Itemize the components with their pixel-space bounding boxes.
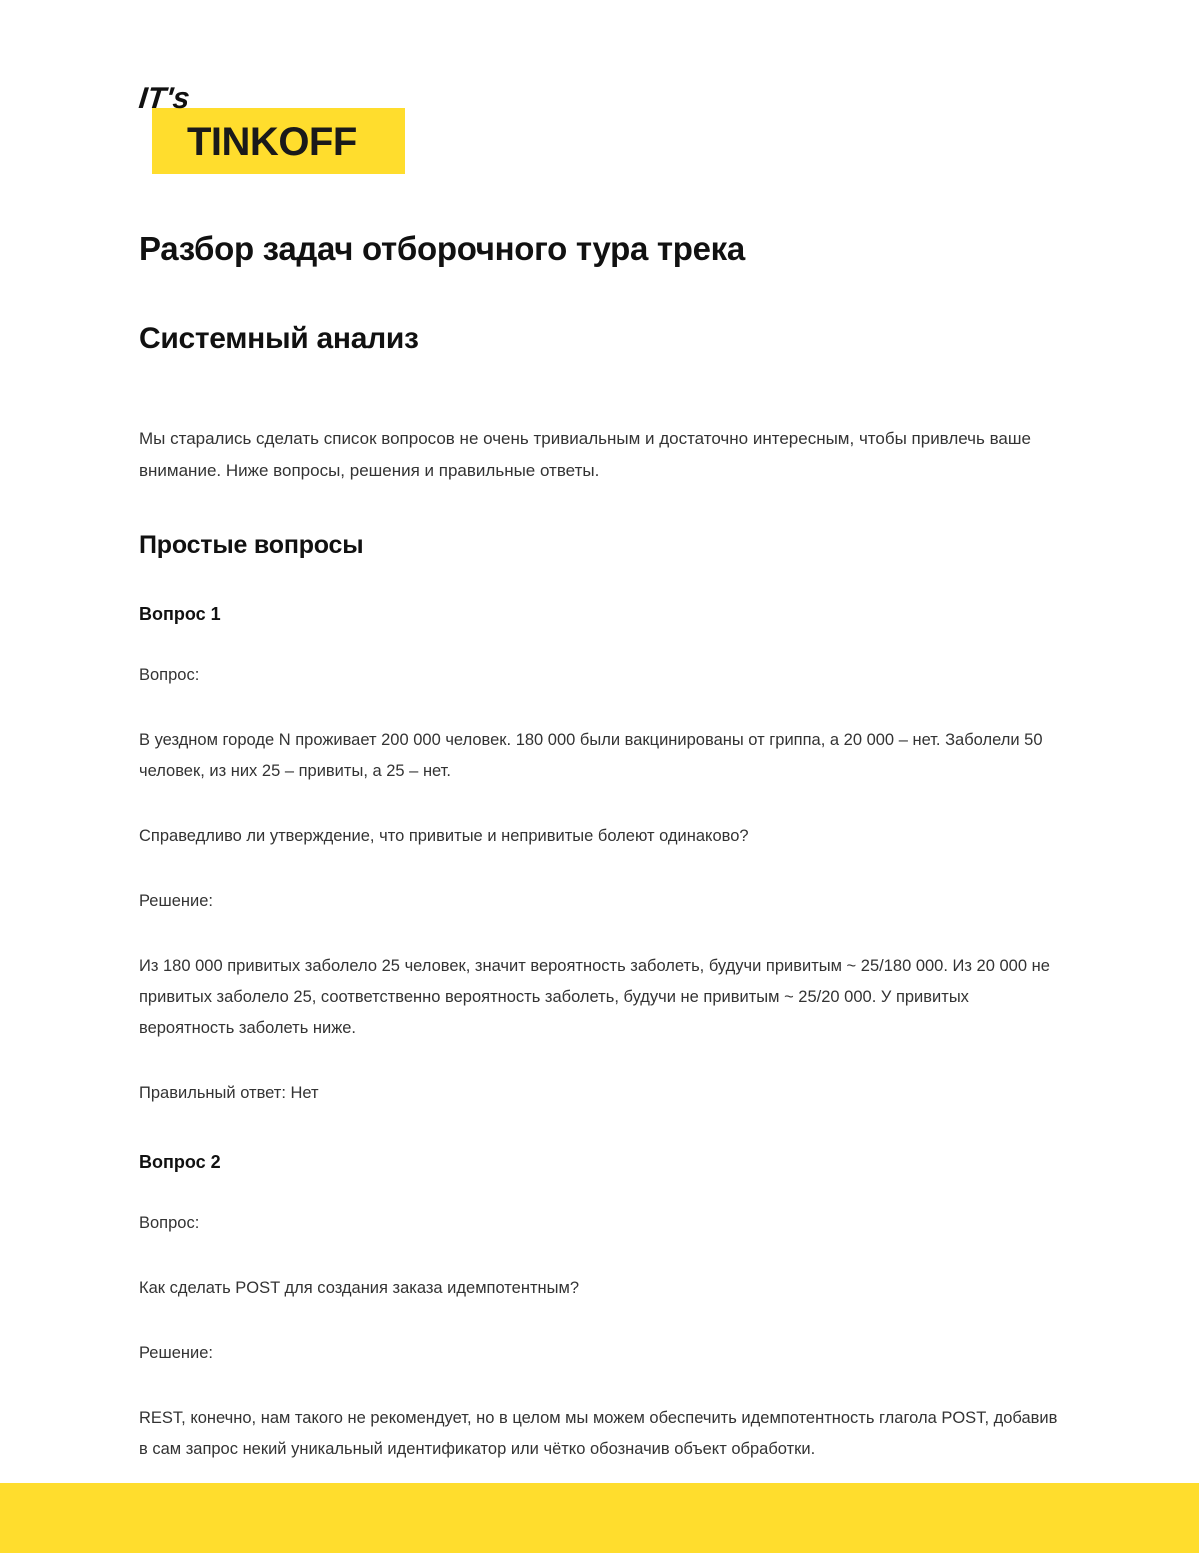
intro-paragraph: Мы старались сделать список вопросов не очень тривиальным и достаточно интересным, чтобы привлечь ваше внимание. Ниже вопросы, решения и правильные ответы. bbox=[139, 429, 1031, 480]
logo-its-script: IT's bbox=[137, 82, 192, 115]
footer-yellow-band bbox=[0, 1483, 1199, 1553]
document-content bbox=[139, 228, 1067, 1465]
question-1-solution-label: Решение: bbox=[139, 892, 213, 910]
question-2-text: Как сделать POST для создания заказа идемпотентным? bbox=[139, 1279, 580, 1297]
question-1-heading: Вопрос 1 bbox=[139, 604, 221, 624]
question-2-solution-label: Решение: bbox=[139, 1344, 213, 1362]
section-heading-simple-questions: Простые вопросы bbox=[139, 531, 364, 559]
question-1-text: В уездном городе N проживает 200 000 человек. 180 000 были вакцинированы от гриппа, а 20 000 – нет. Заболели 50 человек, из них 25 – привиты, а 25 – нет. bbox=[139, 731, 1043, 780]
page-subtitle: Системный анализ bbox=[139, 322, 419, 355]
question-1-followup: Справедливо ли утверждение, что привитые и непривитые болеют одинаково? bbox=[139, 827, 749, 845]
tinkoff-logo bbox=[139, 84, 409, 180]
page-title: Разбор задач отборочного тура трека bbox=[139, 230, 745, 267]
logo-wordmark: TINKOFF bbox=[187, 120, 357, 164]
question-1-answer: Правильный ответ: Нет bbox=[139, 1084, 319, 1102]
question-2-label: Вопрос: bbox=[139, 1214, 200, 1232]
question-1-label: Вопрос: bbox=[139, 666, 200, 684]
question-1-solution-text: Из 180 000 привитых заболело 25 человек, значит вероятность заболеть, будучи привитым ~ 25/180 000. Из 20 000 не привитых заболело 25, соответственно вероятность заболеть, будучи не привитым ~ 25/20 000. У привитых вероятность заболеть ниже. bbox=[139, 957, 1050, 1037]
question-2-solution-text: REST, конечно, нам такого не рекомендует, но в целом мы можем обеспечить идемпотентность глагола POST, добавив в сам запрос некий уникальный идентификатор или чётко обозначив объект обработки. bbox=[139, 1409, 1058, 1458]
question-2-heading: Вопрос 2 bbox=[139, 1152, 221, 1172]
